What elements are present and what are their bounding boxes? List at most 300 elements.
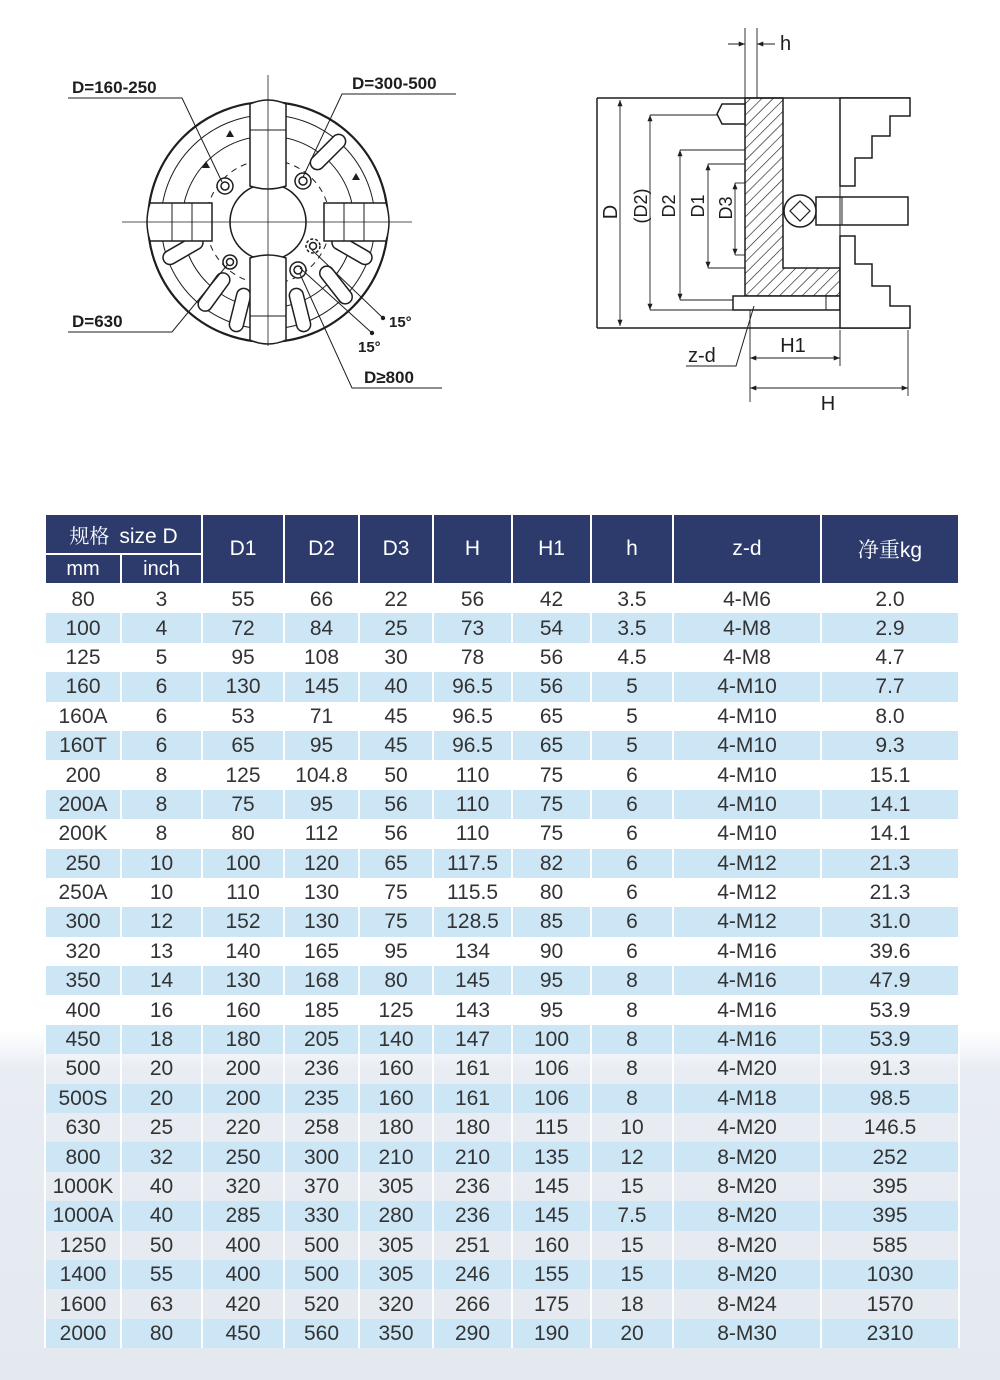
cell-size-inch: 8 [121,760,202,789]
cell-h-total: 290 [433,1319,512,1348]
cell-h-step: 10 [591,1113,673,1142]
cell-size-mm: 160 [45,672,121,701]
cell-h-total: 110 [433,790,512,819]
cell-d3: 305 [359,1260,433,1289]
cell-d3: 350 [359,1319,433,1348]
cell-z-d: 4-M10 [673,672,821,701]
cell-h-total: 147 [433,1025,512,1054]
table-row [45,760,959,789]
cell-size-mm: 200A [45,790,121,819]
cell-d2: 108 [284,643,359,672]
cell-h-step: 15 [591,1260,673,1289]
cell-h-step: 6 [591,878,673,907]
cell-h1: 65 [512,731,591,760]
cell-h-step: 6 [591,760,673,789]
cell-d3: 50 [359,760,433,789]
cell-size-mm: 250A [45,878,121,907]
cell-d3: 180 [359,1113,433,1142]
label-d160-250: D=160-250 [72,78,157,97]
cell-net-weight: 53.9 [821,995,959,1024]
cell-size-inch: 6 [121,702,202,731]
cell-size-mm: 200 [45,760,121,789]
cell-d2: 104.8 [284,760,359,789]
cell-h-step: 7.5 [591,1201,673,1230]
cell-net-weight: 7.7 [821,672,959,701]
cell-z-d: 8-M20 [673,1201,821,1230]
cell-z-d: 4-M20 [673,1054,821,1083]
cell-size-mm: 1000K [45,1172,121,1201]
cell-z-d: 8-M20 [673,1260,821,1289]
table-row [45,731,959,760]
cell-size-inch: 3 [121,584,202,613]
cell-net-weight: 1570 [821,1289,959,1318]
cell-net-weight: 4.7 [821,643,959,672]
cell-d1: 100 [202,849,284,878]
cell-net-weight: 15.1 [821,760,959,789]
cell-z-d: 4-M16 [673,937,821,966]
table-row [45,966,959,995]
cell-h1: 42 [512,584,591,613]
cell-z-d: 4-M10 [673,702,821,731]
cell-h-step: 15 [591,1172,673,1201]
table-row [45,790,959,819]
table-row [45,1113,959,1142]
cell-z-d: 4-M10 [673,731,821,760]
cell-h-step: 6 [591,819,673,848]
cell-net-weight: 2.0 [821,584,959,613]
cell-d3: 45 [359,731,433,760]
table-row [45,1231,959,1260]
cell-h1: 106 [512,1054,591,1083]
cell-size-mm: 125 [45,643,121,672]
cell-h1: 54 [512,613,591,642]
cell-d2: 120 [284,849,359,878]
cell-h-step: 6 [591,849,673,878]
cell-size-mm: 800 [45,1142,121,1171]
label-h: h [780,33,792,55]
cell-h1: 190 [512,1319,591,1348]
header-d2: D2 [284,514,359,584]
cell-h-total: 161 [433,1084,512,1113]
table-row [45,878,959,907]
cell-size-mm: 320 [45,937,121,966]
cell-h1: 106 [512,1084,591,1113]
technical-drawings [0,0,1000,460]
label-d800: D≥800 [364,368,414,387]
cell-size-mm: 300 [45,907,121,936]
cell-size-inch: 13 [121,937,202,966]
cell-d1: 285 [202,1201,284,1230]
cell-h-step: 5 [591,702,673,731]
bolt-hole-2 [295,173,311,189]
cell-d1: 53 [202,702,284,731]
cell-d2: 300 [284,1142,359,1171]
cell-d3: 280 [359,1201,433,1230]
pinion-shaft [816,197,908,225]
cell-d1: 140 [202,937,284,966]
cell-h-total: 110 [433,819,512,848]
cell-d1: 180 [202,1025,284,1054]
cell-d2: 145 [284,672,359,701]
cell-size-inch: 25 [121,1113,202,1142]
cell-size-mm: 350 [45,966,121,995]
cell-d2: 112 [284,819,359,848]
cell-net-weight: 31.0 [821,907,959,936]
cell-size-mm: 250 [45,849,121,878]
cell-size-mm: 1000A [45,1201,121,1230]
cell-h-step: 20 [591,1319,673,1348]
cell-net-weight: 146.5 [821,1113,959,1142]
top-screw [717,104,745,124]
table-row [45,1054,959,1083]
header-h1: H1 [512,514,591,584]
cell-h1: 95 [512,995,591,1024]
cell-z-d: 4-M12 [673,878,821,907]
cell-size-mm: 500S [45,1084,121,1113]
cell-d2: 500 [284,1231,359,1260]
cell-d3: 45 [359,702,433,731]
cell-h-total: 96.5 [433,672,512,701]
spec-table-body [45,584,959,1348]
table-row [45,1260,959,1289]
cell-z-d: 4-M18 [673,1084,821,1113]
cell-size-mm: 100 [45,613,121,642]
cell-h-total: 266 [433,1289,512,1318]
cell-size-mm: 160T [45,731,121,760]
cell-h-total: 128.5 [433,907,512,936]
cell-d3: 125 [359,995,433,1024]
jaw-upper-stepped [840,98,910,186]
cell-z-d: 4-M16 [673,995,821,1024]
cell-h-step: 3.5 [591,584,673,613]
cell-size-inch: 80 [121,1319,202,1348]
table-row [45,672,959,701]
cell-d1: 125 [202,760,284,789]
cell-h-step: 8 [591,1084,673,1113]
cell-z-d: 4-M12 [673,907,821,936]
bottom-screw [733,296,840,310]
cell-h1: 82 [512,849,591,878]
cell-h1: 135 [512,1142,591,1171]
label-H: H [820,393,836,415]
cell-net-weight: 585 [821,1231,959,1260]
cell-h1: 75 [512,790,591,819]
cell-d2: 500 [284,1260,359,1289]
cell-d1: 130 [202,966,284,995]
cell-h-step: 5 [591,672,673,701]
cell-h-total: 246 [433,1260,512,1289]
label-D: D [600,204,622,220]
cell-z-d: 8-M24 [673,1289,821,1318]
cell-d2: 95 [284,790,359,819]
cell-net-weight: 39.6 [821,937,959,966]
cell-size-mm: 160A [45,702,121,731]
cell-h1: 145 [512,1201,591,1230]
cell-d1: 400 [202,1260,284,1289]
cell-size-mm: 80 [45,584,121,613]
cell-d2: 71 [284,702,359,731]
cell-z-d: 4-M10 [673,790,821,819]
cell-net-weight: 14.1 [821,790,959,819]
cell-z-d: 4-M16 [673,1025,821,1054]
cell-d1: 160 [202,995,284,1024]
table-row [45,1172,959,1201]
header-net-weight: 净重kg [821,514,959,584]
cell-net-weight: 2310 [821,1319,959,1348]
cell-d1: 420 [202,1289,284,1318]
cell-z-d: 4-M10 [673,819,821,848]
cell-d3: 80 [359,966,433,995]
header-row-1 [45,514,959,554]
cell-h-total: 78 [433,643,512,672]
table-row [45,702,959,731]
cell-net-weight: 21.3 [821,849,959,878]
table-row [45,1201,959,1230]
cell-h-total: 73 [433,613,512,642]
cell-h1: 155 [512,1260,591,1289]
cell-d2: 165 [284,937,359,966]
triangle-marker-2 [202,161,210,168]
angle-ray-1 [312,250,383,318]
cell-h1: 75 [512,819,591,848]
table-row [45,613,959,642]
cell-h-step: 8 [591,995,673,1024]
cell-h-step: 6 [591,937,673,966]
cell-d2: 520 [284,1289,359,1318]
cell-size-mm: 1600 [45,1289,121,1318]
cell-d1: 250 [202,1142,284,1171]
cell-d2: 95 [284,731,359,760]
cell-h-step: 6 [591,790,673,819]
cell-d2: 370 [284,1172,359,1201]
cell-h1: 90 [512,937,591,966]
pinion-head [784,195,816,227]
cell-size-inch: 40 [121,1172,202,1201]
label-d630: D=630 [72,312,123,331]
front-view [68,74,456,388]
cell-h-total: 143 [433,995,512,1024]
cell-h1: 85 [512,907,591,936]
label-D3: D3 [716,196,736,220]
table-row [45,1025,959,1054]
cell-z-d: 4-M12 [673,849,821,878]
cell-h1: 56 [512,672,591,701]
label-angle-2: 15° [358,339,381,356]
cell-h1: 145 [512,1172,591,1201]
header-h-total: H [433,514,512,584]
spec-table [44,513,960,1348]
cell-net-weight: 252 [821,1142,959,1171]
cell-size-inch: 20 [121,1084,202,1113]
cell-d2: 130 [284,907,359,936]
cell-size-inch: 10 [121,849,202,878]
cell-d1: 55 [202,584,284,613]
cell-d1: 450 [202,1319,284,1348]
cell-size-mm: 2000 [45,1319,121,1348]
cell-d1: 72 [202,613,284,642]
angle-dot-2 [370,331,374,335]
bolt-hole-4 [290,262,306,278]
table-row [45,643,959,672]
cell-net-weight: 47.9 [821,966,959,995]
cell-h-total: 110 [433,760,512,789]
cell-h-step: 5 [591,731,673,760]
cell-size-inch: 8 [121,790,202,819]
cell-d3: 25 [359,613,433,642]
cell-d3: 56 [359,819,433,848]
cell-h-total: 145 [433,966,512,995]
cell-d1: 200 [202,1054,284,1083]
cell-size-inch: 5 [121,643,202,672]
cell-d1: 200 [202,1084,284,1113]
cell-h-total: 210 [433,1142,512,1171]
cell-h1: 175 [512,1289,591,1318]
cell-size-inch: 6 [121,731,202,760]
cell-d1: 80 [202,819,284,848]
cell-d3: 30 [359,643,433,672]
cell-size-inch: 50 [121,1231,202,1260]
label-z-d: z-d [688,345,716,367]
cell-size-inch: 20 [121,1054,202,1083]
table-row [45,1289,959,1318]
cell-z-d: 4-M10 [673,760,821,789]
table-row [45,907,959,936]
table-row [45,1084,959,1113]
cell-h-total: 180 [433,1113,512,1142]
cell-d2: 205 [284,1025,359,1054]
cell-h-step: 6 [591,907,673,936]
header-mm: mm [45,554,121,584]
cell-size-mm: 200K [45,819,121,848]
cell-h1: 80 [512,878,591,907]
cell-size-inch: 16 [121,995,202,1024]
cell-h1: 160 [512,1231,591,1260]
cell-size-inch: 6 [121,672,202,701]
cell-d1: 110 [202,878,284,907]
label-H1: H1 [780,335,806,357]
cell-net-weight: 98.5 [821,1084,959,1113]
cell-d1: 65 [202,731,284,760]
cell-size-mm: 1400 [45,1260,121,1289]
cell-d3: 65 [359,849,433,878]
cell-size-inch: 8 [121,819,202,848]
cell-size-inch: 4 [121,613,202,642]
slot-upper-right [307,131,348,172]
cell-d3: 210 [359,1142,433,1171]
cell-h1: 100 [512,1025,591,1054]
cell-z-d: 8-M20 [673,1172,821,1201]
cell-d3: 56 [359,790,433,819]
cell-h-total: 251 [433,1231,512,1260]
cell-d2: 185 [284,995,359,1024]
cell-h-total: 96.5 [433,731,512,760]
cell-h1: 56 [512,643,591,672]
header-d3: D3 [359,514,433,584]
cell-size-mm: 500 [45,1054,121,1083]
cell-size-inch: 40 [121,1201,202,1230]
cell-size-mm: 400 [45,995,121,1024]
label-D2-paren: (D2) [631,188,651,224]
cell-net-weight: 395 [821,1201,959,1230]
cell-d2: 330 [284,1201,359,1230]
cell-z-d: 4-M16 [673,966,821,995]
cell-d1: 75 [202,790,284,819]
spec-table-header [45,514,959,584]
cell-net-weight: 8.0 [821,702,959,731]
table-row [45,849,959,878]
cell-size-inch: 55 [121,1260,202,1289]
cell-h-total: 161 [433,1054,512,1083]
angle-dot-1 [381,316,385,320]
cell-net-weight: 14.1 [821,819,959,848]
table-row [45,1319,959,1348]
section-view [597,28,910,415]
cell-z-d: 8-M20 [673,1142,821,1171]
cell-size-inch: 32 [121,1142,202,1171]
cell-d1: 400 [202,1231,284,1260]
cell-h1: 95 [512,966,591,995]
cell-h-total: 236 [433,1172,512,1201]
cell-d2: 130 [284,878,359,907]
header-spec-label: 规格 [69,525,110,548]
cell-d3: 320 [359,1289,433,1318]
cell-h-total: 117.5 [433,849,512,878]
table-row [45,584,959,613]
header-d1: D1 [202,514,284,584]
cell-net-weight: 91.3 [821,1054,959,1083]
cell-d3: 140 [359,1025,433,1054]
cell-net-weight: 9.3 [821,731,959,760]
cell-d2: 235 [284,1084,359,1113]
cell-d3: 160 [359,1084,433,1113]
slot-bottom-left [228,287,252,333]
label-angle-1: 15° [389,314,412,331]
cell-size-inch: 12 [121,907,202,936]
cell-h-step: 18 [591,1289,673,1318]
cell-d2: 84 [284,613,359,642]
cell-d1: 95 [202,643,284,672]
table-row [45,995,959,1024]
cell-d3: 305 [359,1172,433,1201]
cell-z-d: 4-M8 [673,613,821,642]
cell-net-weight: 2.9 [821,613,959,642]
cell-h-total: 56 [433,584,512,613]
jaw-lower-stepped [840,236,910,328]
cell-size-inch: 63 [121,1289,202,1318]
cell-d2: 258 [284,1113,359,1142]
cell-d1: 152 [202,907,284,936]
cell-h-step: 8 [591,1054,673,1083]
cell-h-total: 236 [433,1201,512,1230]
cell-net-weight: 21.3 [821,878,959,907]
header-h-step: h [591,514,673,584]
cell-z-d: 4-M20 [673,1113,821,1142]
cell-size-mm: 1250 [45,1231,121,1260]
cell-z-d: 4-M8 [673,643,821,672]
cell-size-mm: 450 [45,1025,121,1054]
cell-h-total: 96.5 [433,702,512,731]
cell-d1: 130 [202,672,284,701]
cell-d3: 160 [359,1054,433,1083]
cell-h-total: 134 [433,937,512,966]
cell-d2: 236 [284,1054,359,1083]
table-row [45,1142,959,1171]
cell-z-d: 4-M6 [673,584,821,613]
header-size-d-label: size D [119,524,178,548]
table-row [45,937,959,966]
cell-d3: 305 [359,1231,433,1260]
cell-z-d: 8-M30 [673,1319,821,1348]
